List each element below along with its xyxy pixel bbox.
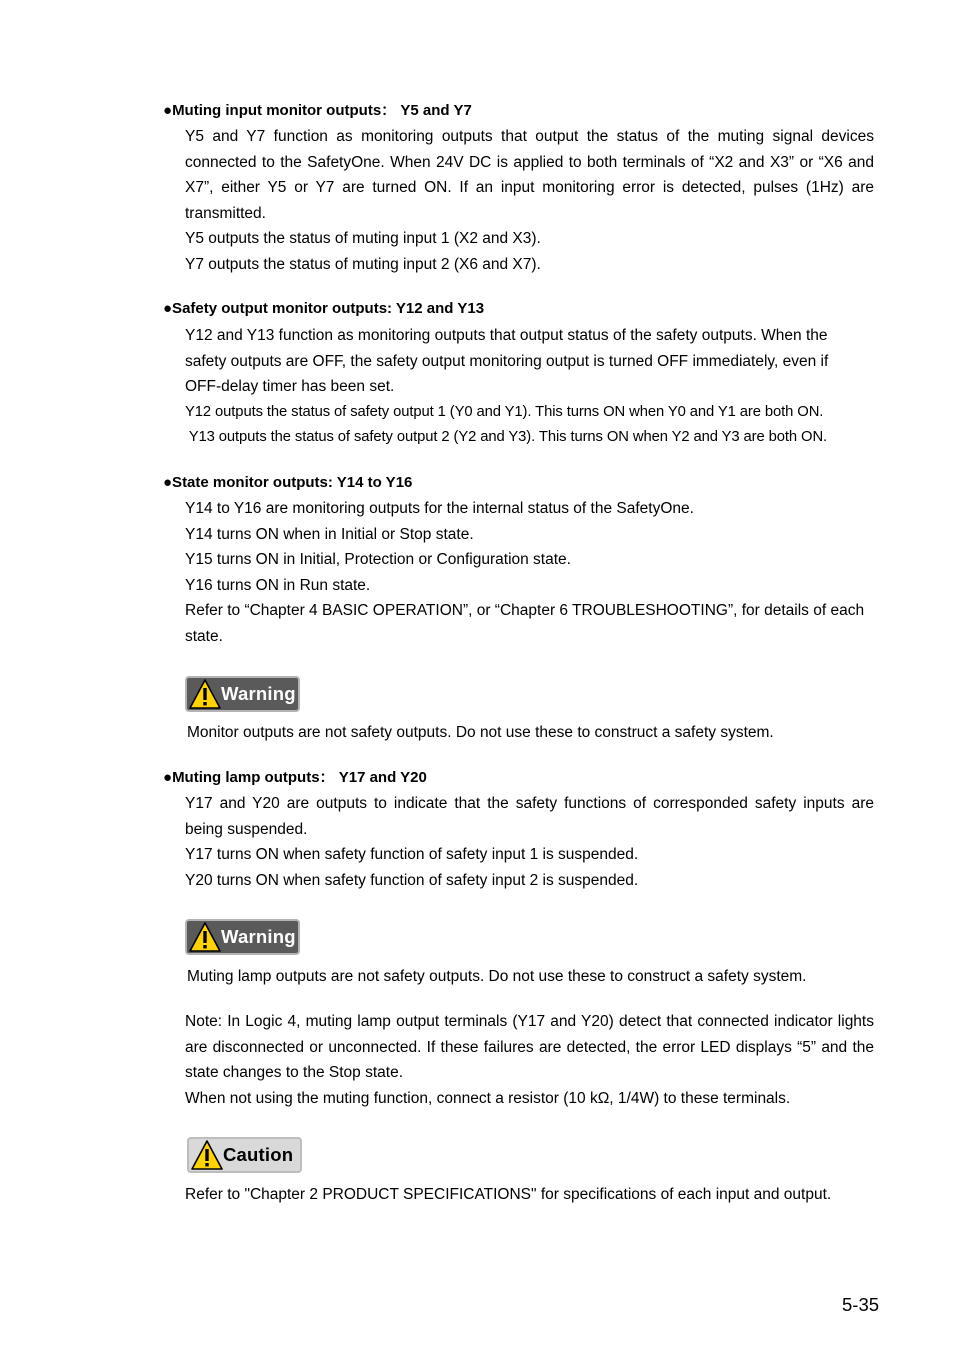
paragraph: Y17 and Y20 are outputs to indicate that the safety functions of corresponded safety inputs are being suspended.	[185, 795, 874, 838]
paragraph: Y14 turns ON when in Initial or Stop state.	[185, 525, 474, 543]
muting-lamp-body	[185, 791, 874, 893]
warning-label: Warning	[221, 926, 296, 947]
heading-muting-input: ●Muting input monitor outputs： Y5 and Y7	[163, 102, 472, 119]
page-number: 5-35	[842, 1294, 880, 1315]
warning-badge	[185, 919, 300, 955]
heading-muting-lamp: ●Muting lamp outputs： Y17 and Y20	[163, 769, 427, 786]
paragraph: Y17 turns ON when safety function of safety input 1 is suspended.	[185, 846, 639, 864]
safety-output-body	[185, 323, 885, 451]
warning-label: Warning	[221, 683, 296, 704]
paragraph: Y5 and Y7 function as monitoring outputs that output the status of the muting signal devices connected to the SafetyOne. When 24V DC is applied to both terminals of “X2 and X3” or “X6 and X7”, either Y5 or Y7 are turned ON. If an input monitoring error is detected, pulses (1Hz) are transmitted.	[185, 128, 874, 222]
warning-triangle-icon	[189, 679, 221, 709]
paragraph: Y12 outputs the status of safety output 1 (Y0 and Y1). This turns ON when Y0 and Y1 are both ON.	[185, 403, 824, 420]
bullet: ●	[163, 102, 173, 119]
paragraph: When not using the muting function, connect a resistor (10 kΩ, 1/4W) to these terminals.	[185, 1089, 791, 1107]
paragraph: Y15 turns ON in Initial, Protection or Configuration state.	[185, 551, 571, 569]
note-body	[185, 1009, 874, 1111]
caution-label: Caution	[223, 1144, 294, 1165]
state-monitor-body	[185, 496, 865, 650]
caution-triangle-icon	[191, 1140, 223, 1170]
paragraph: Y14 to Y16 are monitoring outputs for the internal status of the SafetyOne.	[185, 500, 694, 517]
paragraph: Y16 turns ON in Run state.	[185, 576, 371, 594]
paragraph: Y12 and Y13 function as monitoring outputs that output status of the safety outputs. When the safety outputs are OFF, the safety output monitoring output is turned OFF immediately, even if OFF-delay timer has been set.	[185, 327, 829, 396]
paragraph: Y5 outputs the status of muting input 1 (X2 and X3).	[185, 230, 541, 248]
muting-input-body	[185, 124, 874, 278]
warning-text: Monitor outputs are not safety outputs. Do not use these to construct a safety system.	[187, 724, 774, 741]
paragraph: Refer to “Chapter 4 BASIC OPERATION”, or “Chapter 6 TROUBLESHOOTING”, for details of each state.	[185, 602, 865, 645]
bullet: ●	[163, 769, 173, 786]
warning-text: Muting lamp outputs are not safety outputs. Do not use these to construct a safety system.	[187, 968, 807, 985]
caution-text: Refer to "Chapter 2 PRODUCT SPECIFICATIONS" for specifications of each input and output.	[185, 1186, 832, 1203]
caution-badge	[187, 1137, 302, 1173]
heading-safety-output: ●Safety output monitor outputs: Y12 and Y13	[163, 300, 485, 317]
warning-badge	[185, 676, 300, 712]
paragraph: Y7 outputs the status of muting input 2 (X6 and X7).	[185, 255, 541, 273]
paragraph: Y20 turns ON when safety function of safety input 2 is suspended.	[185, 871, 639, 889]
heading-state-monitor: ●State monitor outputs: Y14 to Y16	[163, 474, 413, 491]
paragraph: Note: In Logic 4, muting lamp output terminals (Y17 and Y20) detect that connected indicator lights are disconnected or unconnected. If these failures are detected, the error LED displays “5” and the state changes to the Stop state.	[185, 1013, 874, 1082]
warning-triangle-icon	[189, 922, 221, 952]
paragraph: Y13 outputs the status of safety output 2 (Y2 and Y3). This turns ON when Y2 and Y3 are both ON.	[185, 429, 828, 446]
